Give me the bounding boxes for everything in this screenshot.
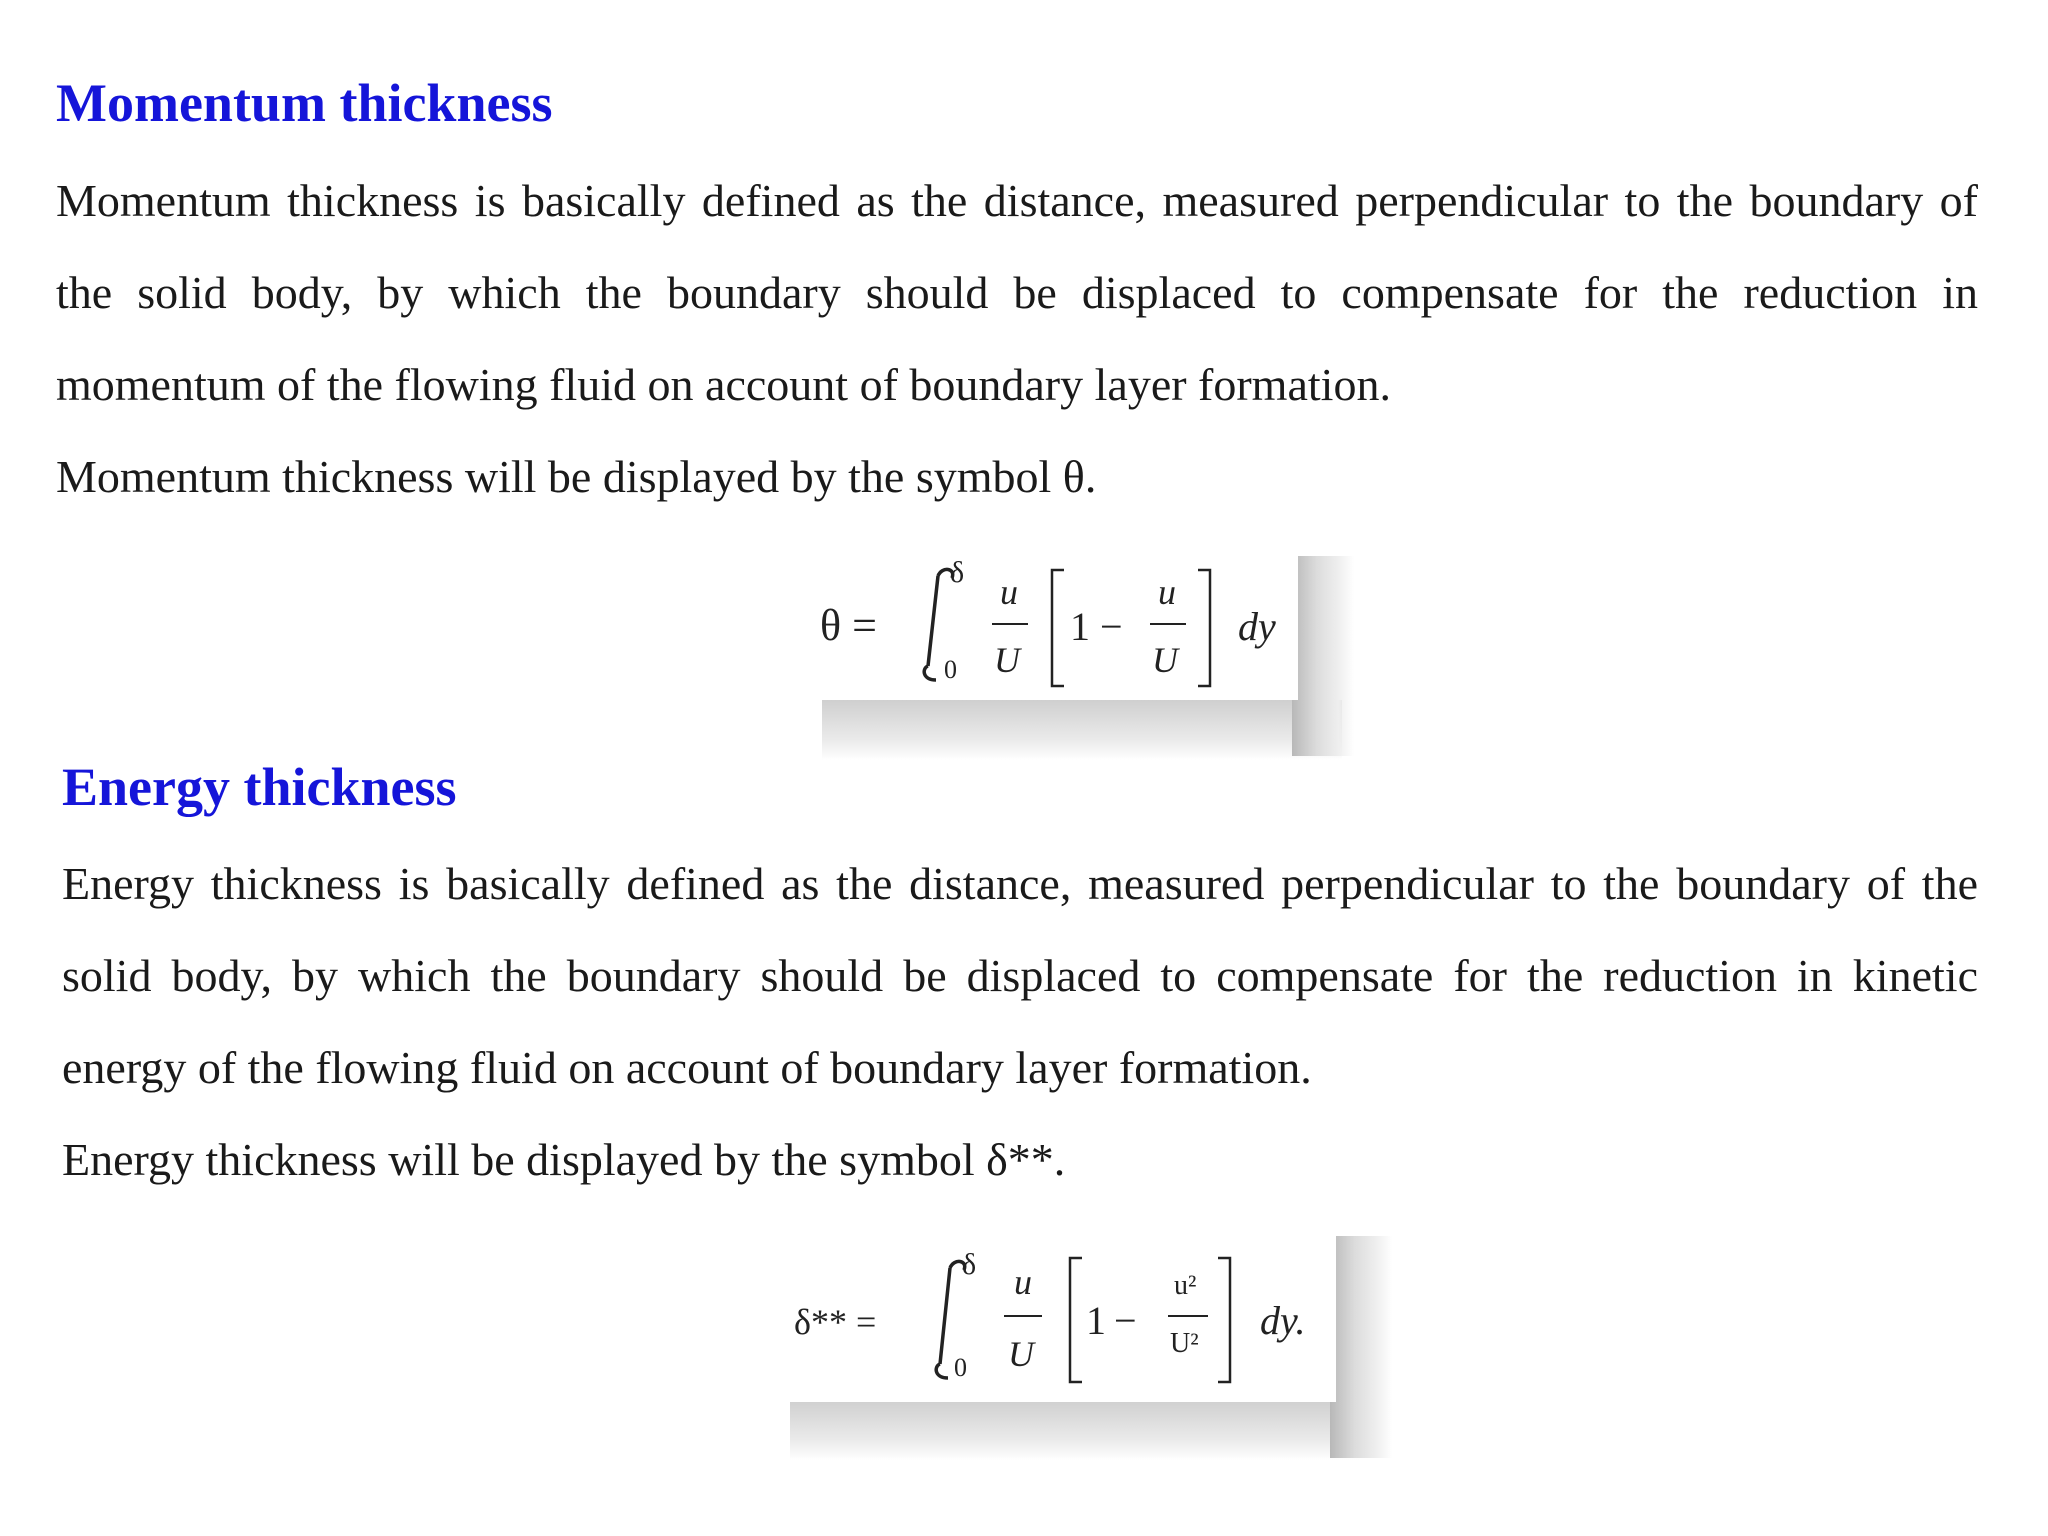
formula-shadow-right	[1292, 556, 1354, 756]
momentum-thickness-heading: Momentum thickness	[56, 73, 553, 133]
fraction-numerator: u	[1000, 572, 1018, 612]
fraction-denominator: U	[1008, 1334, 1034, 1374]
energy-formula-svg	[764, 1222, 1336, 1402]
bracket-minus: −	[1114, 1298, 1137, 1343]
formula-image	[800, 540, 1298, 700]
formula-shadow-right	[1330, 1236, 1392, 1458]
energy-thickness-body: Energy thickness is basically defined as the distance, measured perpendicular to the boundary of the solid body, by which the boundary should be displaced to compensate for the reduction in kinetic energy of the flowing fluid on account of boundary layer formation.	[62, 858, 1978, 1093]
fraction-numerator: u	[1014, 1262, 1032, 1302]
inner-fraction-denominator: U²	[1170, 1328, 1199, 1359]
lower-limit: 0	[954, 1353, 967, 1382]
upper-limit: δ	[950, 556, 965, 589]
inner-fraction-denominator: U	[1152, 640, 1178, 680]
left-bracket	[1052, 570, 1064, 686]
energy-thickness-heading: Energy thickness	[62, 757, 457, 817]
bracket-one: 1	[1086, 1298, 1106, 1343]
bracket-minus: −	[1100, 604, 1123, 649]
left-bracket	[1070, 1258, 1082, 1382]
right-bracket	[1218, 1258, 1230, 1382]
right-bracket	[1198, 570, 1210, 686]
differential: dy	[1238, 604, 1276, 649]
differential: dy.	[1260, 1298, 1306, 1343]
energy-thickness-formula	[764, 1222, 1394, 1472]
formula-lhs: δ** =	[794, 1302, 877, 1342]
momentum-thickness-symbol-line: Momentum thickness will be displayed by the symbol θ.	[56, 451, 1097, 502]
formula-shadow-bottom	[822, 700, 1342, 760]
fraction-denominator: U	[994, 640, 1020, 680]
lower-limit: 0	[944, 655, 957, 684]
upper-limit: δ	[962, 1248, 977, 1281]
momentum-thickness-body: Momentum thickness is basically defined as the distance, measured perpendicular to the boundary of the solid body, by which the boundary should be displaced to compensate for the reduction in momentum of the flowing fluid on account of boundary layer formation.	[56, 175, 1978, 410]
formula-shadow-bottom	[790, 1400, 1360, 1460]
bracket-one: 1	[1070, 604, 1090, 649]
energy-thickness-symbol-line: Energy thickness will be displayed by the symbol δ**.	[62, 1134, 1066, 1185]
formula-lhs: θ =	[820, 601, 877, 650]
energy-thickness-definition	[62, 838, 1978, 1206]
formula-image	[764, 1222, 1336, 1402]
momentum-thickness-formula	[800, 540, 1360, 780]
momentum-thickness-definition	[56, 155, 1978, 523]
momentum-formula-svg	[800, 540, 1298, 700]
inner-fraction-numerator: u²	[1174, 1270, 1197, 1301]
inner-fraction-numerator: u	[1158, 572, 1176, 612]
